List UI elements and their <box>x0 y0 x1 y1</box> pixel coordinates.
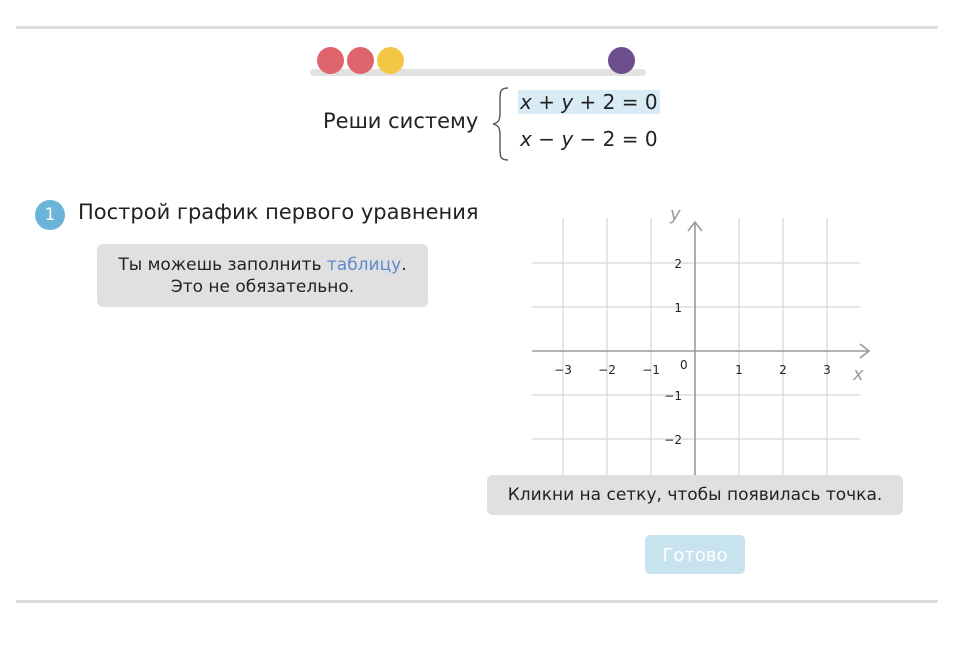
frame-bottom-divider <box>16 600 938 603</box>
step-number-badge: 1 <box>35 200 65 230</box>
equation-2-var-x: x <box>520 127 532 151</box>
x-tick-label: −3 <box>554 363 572 377</box>
hint-line-2: Это не обязательно. <box>170 277 355 297</box>
done-button[interactable]: Готово <box>645 535 745 574</box>
curly-brace-icon <box>490 86 514 162</box>
hint-box <box>97 244 428 307</box>
x-axis-label: x <box>853 364 864 385</box>
x-tick-label: −2 <box>598 363 616 377</box>
frame-top-divider <box>16 26 938 29</box>
equation-2 <box>520 127 658 151</box>
origin-label: 0 <box>680 358 688 372</box>
y-tick-label: −2 <box>664 433 682 447</box>
equation-1-var-y: y <box>561 90 574 114</box>
x-tick-label: 2 <box>779 363 787 377</box>
click-grid-notice: Кликни на сетку, чтобы появилась точка. <box>487 475 903 515</box>
task-prompt: Реши систему <box>323 109 479 133</box>
equation-1-op: + <box>531 90 562 114</box>
equation-1 <box>518 90 660 114</box>
hint-text: Ты можешь заполнить <box>118 255 327 275</box>
hint-period: . <box>401 255 407 275</box>
x-tick-label: 1 <box>735 363 743 377</box>
hint-line-1 <box>97 254 428 276</box>
progress-dot-current <box>608 47 635 74</box>
coordinate-grid[interactable] <box>520 200 870 475</box>
progress-dot-3 <box>377 47 404 74</box>
table-link[interactable]: таблицу <box>326 255 402 275</box>
y-tick-label: 2 <box>674 257 682 271</box>
y-tick-label: 1 <box>674 301 682 315</box>
x-tick-label: 3 <box>823 363 831 377</box>
equation-1-var-x: x <box>520 90 532 114</box>
progress-dot-2 <box>347 47 374 74</box>
y-tick-label: −1 <box>664 389 682 403</box>
equation-2-var-y: y <box>561 127 574 151</box>
equation-2-op: − <box>531 127 562 151</box>
progress-dot-1 <box>317 47 344 74</box>
step-title: Построй график первого уравнения <box>78 200 479 224</box>
equation-1-rest: + 2 = 0 <box>573 90 658 114</box>
equation-2-rest: − 2 = 0 <box>573 127 658 151</box>
y-axis-label: y <box>670 204 681 225</box>
x-tick-label: −1 <box>642 363 660 377</box>
